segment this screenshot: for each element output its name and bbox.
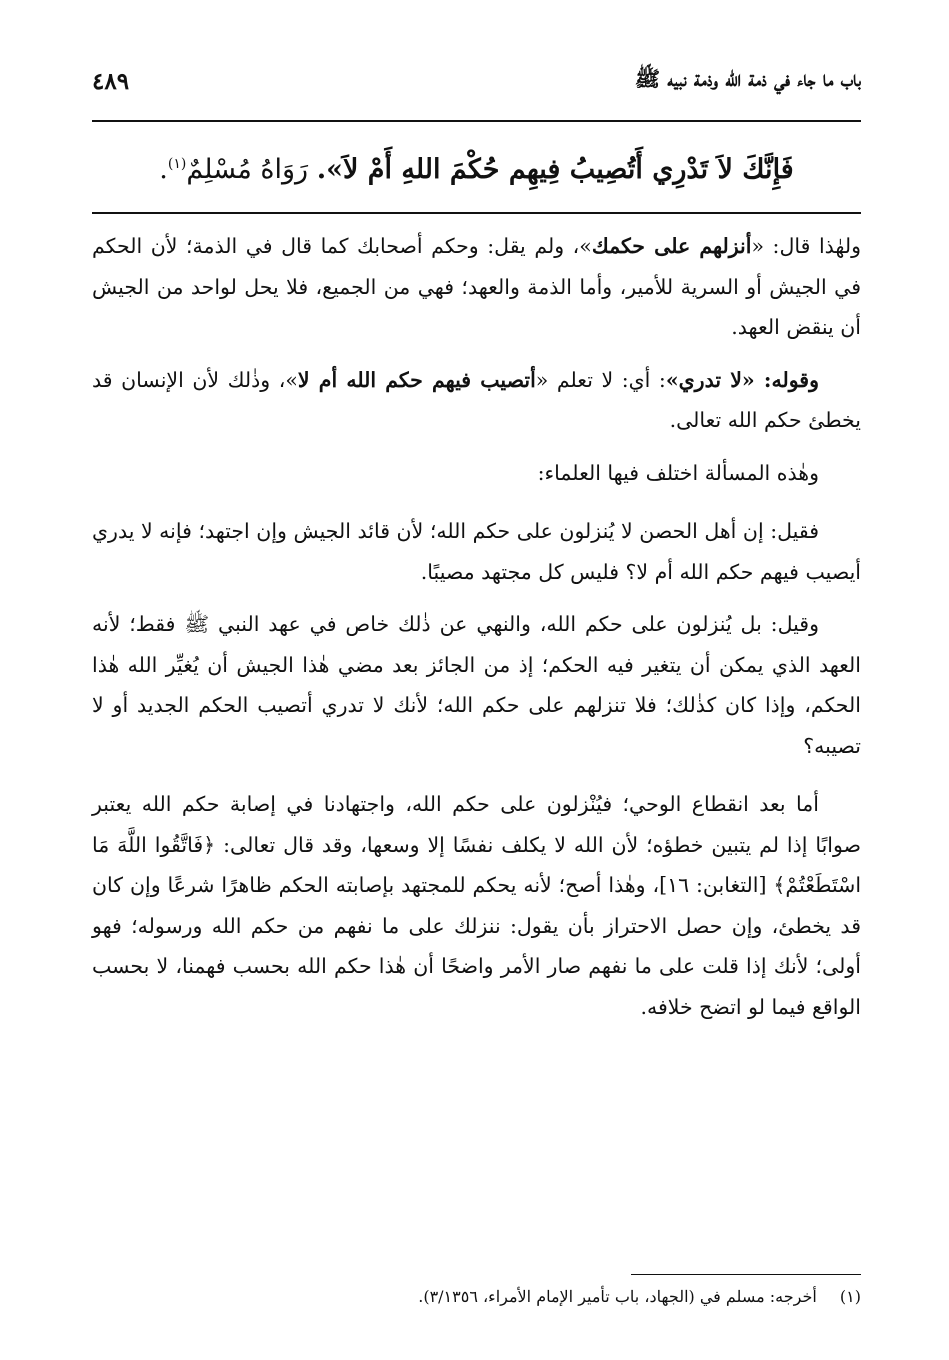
text-run: »، وذٰلك لأن الإنسان قد يخطئ حكم الله تعالى. <box>92 367 861 432</box>
paragraph: وهٰذه المسألة اختلف فيها العلماء: <box>537 460 819 485</box>
hadith-source: رَوَاهُ مُسْلِمٌ <box>186 154 309 185</box>
footnote-text: أخرجه: مسلم في (الجهاد، باب تأمير الإمام الأمراء، ٣/١٣٥٦). <box>418 1287 817 1306</box>
paragraph <box>92 784 861 1027</box>
paragraph <box>92 360 861 441</box>
paragraph: وقيل: بل يُنزلون على حكم الله، والنهي عن ذٰلك خاص في عهد النبي ﷺ فقط؛ لأنه العهد الذي يمكن أن يتغير فيه الحكم؛ إذ من الجائز بعد مضي هٰذا الجيش أن يُغيِّر الله هٰذا الحكم، وإذا كان كذٰلك؛ فلا تنزلهم على حكم الله؛ لأنك لا تدري أتصيب الحكم الجديد أو لا تصيبه؟ <box>92 612 861 758</box>
bold-phrase: وقوله: <box>763 367 819 392</box>
chapter-title: باب ما جاء في ذمة الله وذمة نبيه ﷺ <box>634 65 861 91</box>
text-run: : أي: لا تعلم « <box>535 367 666 392</box>
paragraph: فقيل: إن أهل الحصن لا يُنزلون على حكم الله؛ لأن قائد الجيش وإن اجتهد؛ فإنه لا يدري أيصيب فيهم حكم الله أم لا؟ فليس كل مجتهد مصيبًا. <box>92 519 861 584</box>
hadith-text <box>92 128 861 206</box>
page-number: ٤٨٩ <box>92 67 130 95</box>
paragraph <box>92 226 861 348</box>
bold-phrase: أنزلهم على حكمك <box>591 234 752 258</box>
hadith-rule <box>92 212 861 214</box>
bold-phrase: أتصيب فيهم حكم الله أم لا <box>297 367 536 392</box>
bold-phrase: «لا تدري» <box>665 367 764 392</box>
footnote-number: (١) <box>839 1287 861 1306</box>
commentary-body <box>92 226 861 1039</box>
header-rule <box>92 120 861 122</box>
text-run: »، ولم يقل: وحكم أصحابك كما قال في الذمة؛ لأن الحكم في الجيش أو السرية للأمير، وأما الذمة والعهد؛ فهي من الجميع، فلا يحل لواحد من الجيش أن ينقض العهد. <box>92 234 861 339</box>
footnote <box>92 1284 861 1310</box>
hadith-period: . <box>159 154 168 185</box>
quran-verse: ﴿فَاتَّقُوا اللَّهَ مَا اسْتَطَعْتُمْ﴾ <box>92 832 862 897</box>
text-run: ولهٰذا قال: « <box>751 234 861 258</box>
hadith-quote: فَإِنَّكَ لاَ تَدْرِي أَتُصِيبُ فِيهِم حُكْمَ اللهِ أَمْ لاَ». <box>316 154 794 185</box>
page-header <box>92 56 861 106</box>
text-run: أما بعد انقطاع الوحي؛ فيُنْزلون على حكم الله، واجتهادنا في إصابة حكم الله يعتبر صوابًا إذا لم يتبين خطؤه؛ لأن الله لا يكلف نفسًا إلا وسعها، وقد قال تعالى: <box>92 792 861 857</box>
text-run: [التغابن: ١٦]، وهٰذا أصح؛ لأنه يحكم للمجتهد بإصابته الحكم ظاهرًا شرعًا وإن كان قد يخطئ، وإن حصل الاحتراز بأن يقول: ننزلك على ما نفهم من حكم الله ورسوله؛ فهو أولى؛ لأنك إذا قلت على ما نفهم صار الأمر واضحًا أن هٰذا حكم الله بحسب فهمنا، لا بحسب الواقع فيما لو اتضح خلافه. <box>92 873 861 1019</box>
hadith-footnote-ref: (١) <box>167 156 187 172</box>
footnote-rule <box>631 1274 861 1275</box>
